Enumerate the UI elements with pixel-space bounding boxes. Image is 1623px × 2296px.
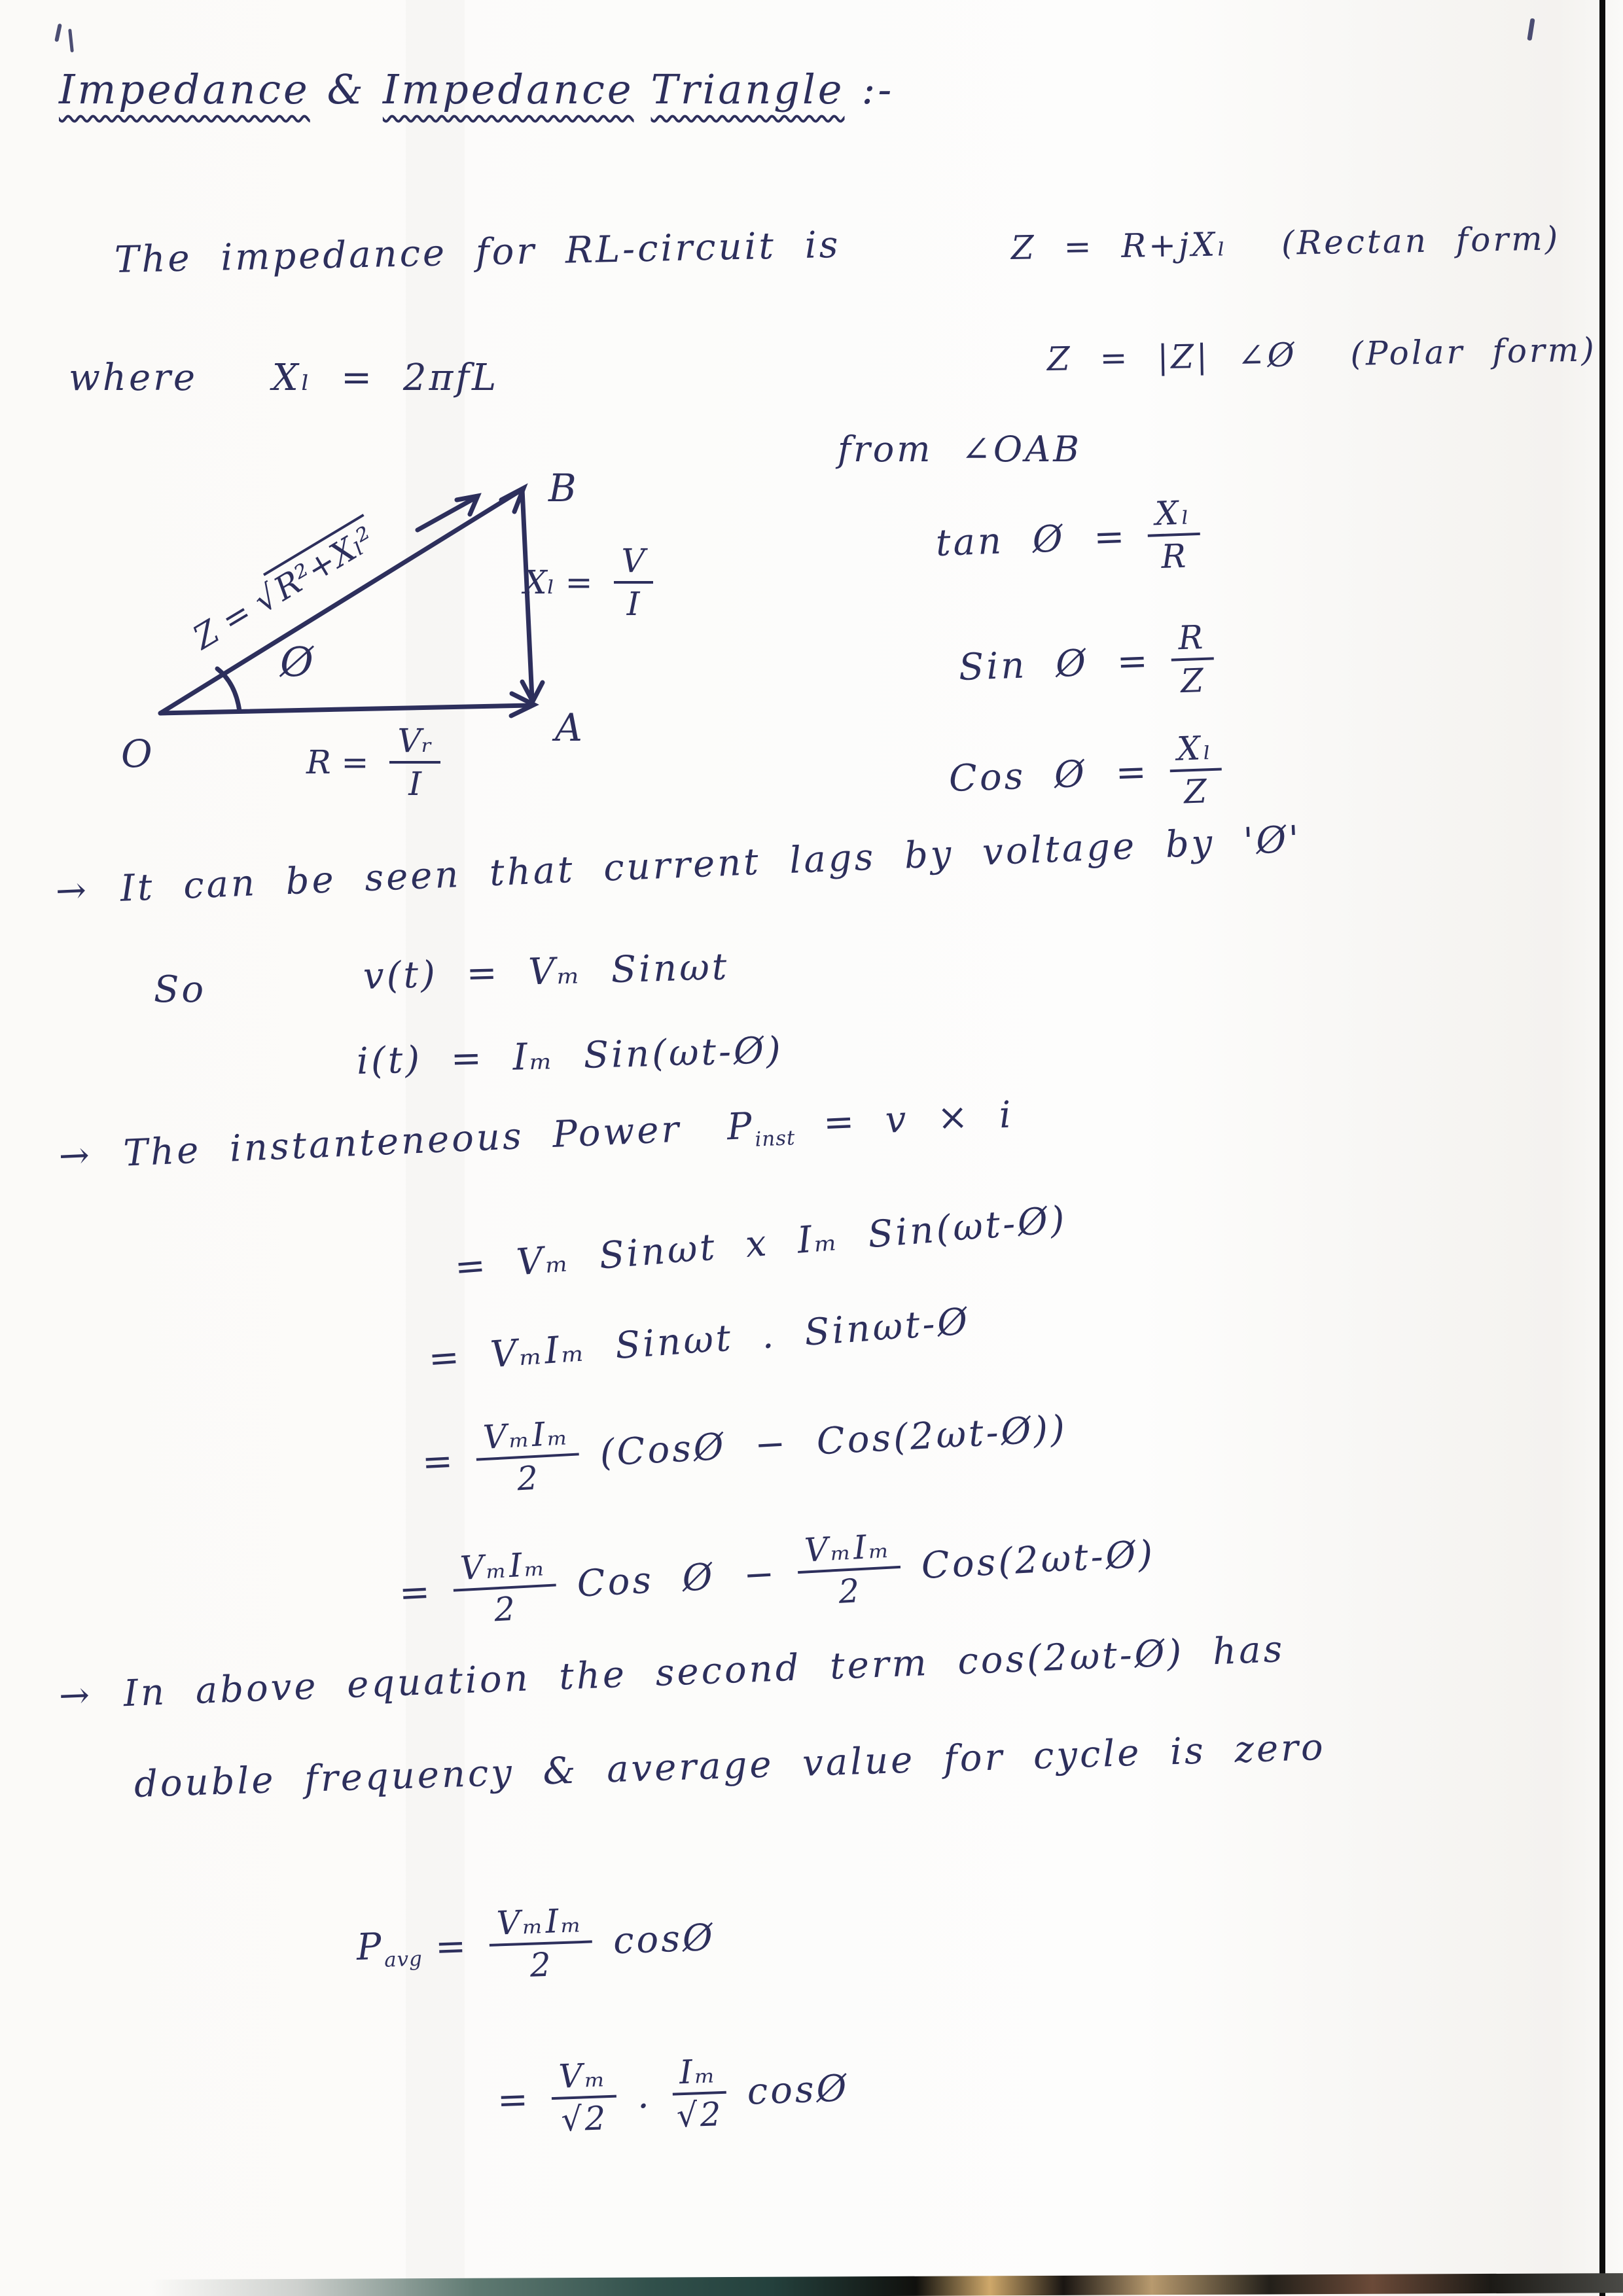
xl-over-r-fraction [1147,495,1202,575]
p-inst-subscript: inst [754,1126,796,1152]
equals-sign: = [496,2077,532,2122]
so-label: So [154,968,207,1011]
power-step-2: = VₘIₘ Sinωt . Sinωt-Ø [427,1300,972,1381]
fraction-numerator: VₘIₘ [796,1528,901,1574]
cos-phi-suffix: cosØ [612,1916,716,1962]
xl-lhs: Xₗ = [524,563,593,601]
note-line-1 [58,1628,1286,1718]
fraction-numerator: Vₘ [550,2057,616,2100]
fraction-denominator: √2 [675,2094,724,2135]
step3-expression: (CosØ − Cos(2ωt-Ø)) [599,1407,1069,1475]
polar-form-label: (Polar form) [1349,330,1597,373]
power-step-4 [397,1515,1157,1633]
cos-phi-suffix: cosØ [746,2066,850,2113]
equals-sign: = [434,1924,470,1969]
ink-mark [54,24,62,43]
fraction-numerator: R [1169,619,1214,661]
rect-form-label: (Rectan form) [1281,219,1561,262]
base-side-label [306,723,448,802]
equals-sign: = [421,1439,457,1484]
bullet-arrow: → [54,868,90,913]
p-inst-symbol [726,1093,1015,1152]
vr-over-i-fraction [389,723,440,802]
equals-sign: = [398,1570,434,1615]
r-lhs: R = [306,743,369,781]
vertex-a-label: A [555,705,582,750]
title-ampersand: & [327,65,366,113]
title-word: Impedance [59,65,310,113]
vmim-over-2-fraction [474,1415,581,1499]
fraction-numerator: VₘIₘ [474,1415,579,1461]
sin-relation [957,619,1223,707]
page-edge-line [1599,0,1605,2296]
bullet-arrow: → [58,1133,94,1178]
page-title [59,65,911,113]
instantaneous-power-line [58,1093,1014,1182]
fraction-numerator: Xₗ [1168,730,1222,772]
fraction-numerator: Vᵣ [389,723,440,764]
average-power-rms-line [496,2049,851,2140]
xl-over-z-fraction [1168,730,1223,810]
observation-sentence [55,818,1302,913]
fraction-denominator: I [626,585,640,623]
intro-sentence: The impedance for RL-circuit is [114,223,842,281]
photo-bottom-edge [151,2273,1623,2296]
title-word: Impedance [382,65,634,113]
xl-definition: Xₗ = 2πfL [272,357,499,399]
im-over-sqrt2-fraction [671,2053,728,2134]
vertex-b-label: B [548,466,577,510]
polar-formula: Z = |Z| ∠Ø [1046,336,1298,378]
p-letter: P [355,1925,385,1969]
p-inst-rest: = v × i [822,1093,1015,1144]
z-equals-sqrt: Z = √ [187,576,285,657]
ink-mark [1527,18,1535,41]
power-intro: The instanteneous Power [122,1108,683,1175]
vmim-over-2-fraction [796,1528,902,1612]
fraction-denominator: I [408,765,422,803]
p-avg-symbol [356,1924,423,1973]
triangle-hypotenuse [160,489,522,713]
cos-lhs: Cos Ø = [948,750,1150,800]
sin-lhs: Sin Ø = [957,639,1151,689]
polar-form [1046,330,1597,378]
power-step-3 [420,1389,1069,1502]
fraction-denominator: 2 [837,1572,863,1611]
fraction-denominator: 2 [493,1589,519,1629]
fraction-numerator: V [614,543,653,584]
fraction-denominator: Z [1183,772,1210,811]
vmim-over-2-fraction [452,1546,558,1630]
vertical-side-label [524,543,661,622]
dot-operator: . [636,2074,652,2117]
fraction-numerator: Xₗ [1147,495,1200,537]
average-power-line [355,1898,717,1989]
triangle-base [160,705,530,713]
fraction-denominator: 2 [516,1458,542,1498]
rectangular-form [1010,219,1560,267]
vm-over-sqrt2-fraction [550,2057,618,2138]
title-word: Triangle [651,65,845,113]
vmim-over-2-fraction [488,1902,594,1984]
current-equation: i(t) = Iₘ Sin(ωt-Ø) [356,1029,784,1083]
cos-relation [948,730,1231,818]
note-line-2: double frequency & average value for cycle is zero [133,1725,1327,1806]
fraction-denominator: 2 [529,1945,554,1985]
from-angle-oab: from ∠OAB [838,429,1082,470]
power-step-1: = Vₘ Sinωt x Iₘ Sin(ωt-Ø) [453,1198,1069,1289]
v-over-i-fraction [614,543,653,622]
p-avg-subscript: avg [383,1947,423,1973]
sqrt-radicand: R²+Xₗ² [263,514,384,609]
fraction-numerator: VₘIₘ [452,1546,556,1592]
fraction-denominator: R [1160,537,1190,576]
tan-lhs: tan Ø = [935,515,1128,565]
p-letter: P [726,1104,756,1149]
step4-expression: Cos(2ωt-Ø) [920,1532,1156,1587]
vertex-o-label: O [121,732,152,776]
note-text-1: In above equation the second term cos(2ωt-Ø) has [122,1628,1286,1716]
fraction-denominator: √2 [560,2099,609,2139]
fraction-denominator: Z [1180,661,1207,701]
where-line [69,357,499,399]
observation-text: It can be seen that current lags by voltage by 'Ø' [119,818,1302,910]
tan-relation [935,495,1209,582]
fraction-numerator: Iₘ [671,2053,726,2096]
step4-middle: Cos Ø − [576,1552,778,1606]
r-over-z-fraction [1169,619,1215,699]
voltage-equation: v(t) = Vₘ Sinωt [363,945,730,998]
fraction-numerator: VₘIₘ [488,1902,592,1946]
where-label: where [69,357,198,399]
rect-formula: Z = R+jXₗ [1010,225,1228,267]
bullet-arrow: → [58,1674,94,1718]
phi-angle-label: Ø [280,638,313,686]
title-punctuation: :- [861,65,895,113]
ink-mark [68,29,74,52]
